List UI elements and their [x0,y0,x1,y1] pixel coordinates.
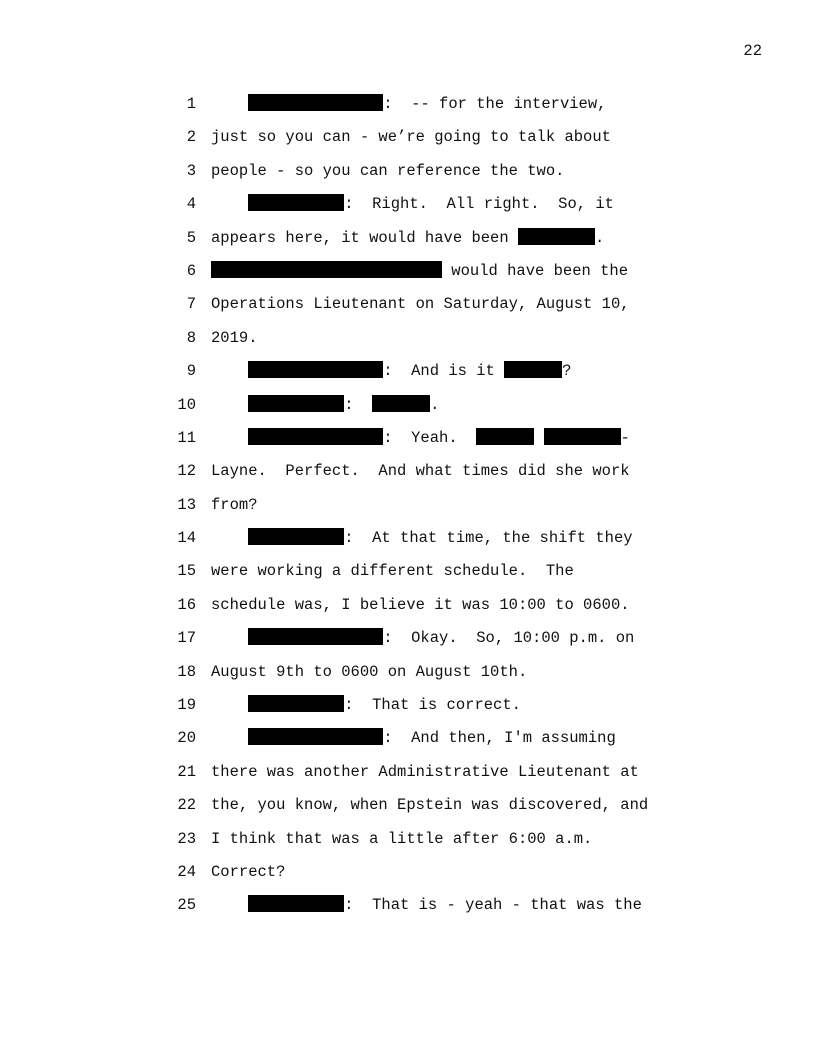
line-number: 11 [177,428,196,447]
transcript-line [0,625,816,658]
redaction-block [248,194,344,211]
transcript-line [0,826,816,859]
line-text-segment [211,696,248,714]
transcript-line [0,492,816,525]
redaction-block [248,361,383,378]
transcript-line [0,325,816,358]
line-text-segment: : And then, I'm assuming [383,729,616,748]
line-number: 16 [177,595,196,614]
line-text [211,258,628,284]
line-text [211,191,614,217]
line-text: people - so you can reference the two. [211,161,565,180]
line-text-segment [211,95,248,113]
line-text-segment: : Yeah. [383,428,477,447]
transcript-line [0,592,816,625]
line-text: the, you know, when Epstein was discovered, and [211,796,649,815]
line-text-segment: : -- for the interview, [383,95,607,113]
line-text-segment [211,396,248,414]
line-text-segment: : At that time, the shift they [344,529,633,548]
transcript-line [0,291,816,324]
line-text: from? [211,495,258,514]
line-text: 2019. [211,328,258,347]
line-text-segment: appears here, it would have been [211,228,518,247]
redaction-block [248,528,344,545]
line-text [211,692,521,718]
line-number: 19 [177,696,196,715]
transcript-line [0,892,816,925]
line-text-segment [211,195,248,213]
line-text-segment: ? [562,362,572,381]
transcript-line [0,425,816,458]
transcript-line [0,659,816,692]
line-text-segment [211,729,248,747]
transcript-line [0,725,816,758]
line-text: just so you can - we’re going to talk about [211,128,611,147]
redaction-block [248,728,383,745]
transcript-line [0,392,816,425]
line-text [211,225,604,251]
redaction-block [544,428,621,445]
line-text-segment: : And is it [383,362,505,381]
line-text [211,425,630,451]
line-text-segment [211,896,248,914]
line-text-segment: would have been the [442,261,629,280]
line-text-segment [534,429,543,447]
line-number: 7 [186,295,196,314]
transcript-line [0,91,816,124]
transcript-line [0,191,816,224]
line-number: 9 [186,362,196,381]
line-text-segment [211,629,248,647]
page-number: 22 [743,42,762,60]
transcript-line [0,792,816,825]
transcript-line [0,859,816,892]
redaction-block [248,94,383,111]
line-number: 2 [186,128,196,147]
transcript-body [0,91,816,926]
line-text: Operations Lieutenant on Saturday, August 10, [211,295,630,314]
line-text-segment: . [594,228,605,247]
line-number: 13 [177,495,196,514]
line-number: 24 [177,862,196,881]
line-number: 17 [177,629,196,648]
line-number: 25 [177,896,196,915]
line-number: 3 [186,161,196,180]
line-number: 21 [177,762,196,781]
line-text: August 9th to 0600 on August 10th. [211,662,528,681]
transcript-line [0,525,816,558]
line-text: there was another Administrative Lieutenant at [211,762,639,781]
redaction-block [211,261,442,278]
transcript-line [0,759,816,792]
line-text-segment [211,362,248,380]
redaction-block [248,395,344,412]
transcript-line [0,358,816,391]
line-number: 10 [177,395,196,414]
line-number: 22 [177,796,196,815]
line-number: 14 [177,529,196,548]
line-text-segment: : Okay. So, 10:00 p.m. on [383,629,635,648]
line-text-segment: : [344,395,373,414]
line-text: Correct? [211,862,286,881]
line-text: I think that was a little after 6:00 a.m. [211,829,593,848]
transcript-line [0,458,816,491]
redaction-block [248,695,344,712]
line-text: schedule was, I believe it was 10:00 to 0600. [211,595,630,614]
redaction-block [504,361,562,378]
redaction-block [248,428,383,445]
line-text-segment: : That is - yeah - that was the [344,896,642,915]
redaction-block [372,395,430,412]
line-number: 18 [177,662,196,681]
transcript-line [0,258,816,291]
line-text-segment [211,529,248,547]
line-text [211,725,616,751]
line-text [211,91,606,117]
line-number: 8 [186,328,196,347]
redaction-block [248,628,383,645]
line-text [211,392,439,418]
line-number: 5 [186,228,196,247]
redaction-block [518,228,595,245]
line-text [211,625,634,651]
transcript-line [0,692,816,725]
line-text-segment: : Right. All right. So, it [344,195,614,214]
line-text-segment: . [430,395,440,414]
line-text [211,892,642,918]
line-text [211,358,571,384]
line-number: 15 [177,562,196,581]
transcript-line [0,124,816,157]
line-number: 12 [177,462,196,481]
line-number: 20 [177,729,196,748]
line-number: 4 [186,195,196,214]
transcript-line [0,158,816,191]
line-text-segment: - [620,428,630,447]
redaction-block [476,428,534,445]
transcript-line [0,225,816,258]
line-text [211,525,633,551]
line-text-segment [211,429,248,447]
line-text-segment: : That is correct. [344,696,521,715]
line-text: were working a different schedule. The [211,562,574,581]
redaction-block [248,895,344,912]
transcript-line [0,558,816,591]
line-number: 6 [186,261,196,280]
line-number: 1 [186,95,196,113]
line-number: 23 [177,829,196,848]
line-text: Layne. Perfect. And what times did she work [211,462,630,481]
